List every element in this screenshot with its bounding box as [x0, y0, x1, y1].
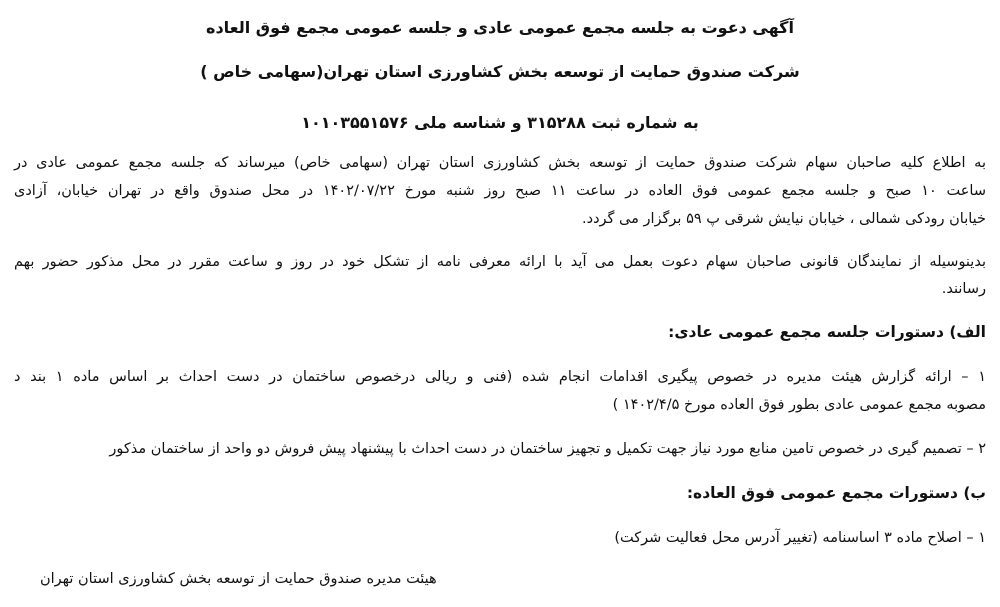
agenda-item: ۱ – ارائه گزارش هیئت مدیره در خصوص پیگیری اقدامات انجام شده (فنی و ریالی درخصوص ساختمان در دست احداث بر اساس ماده ۱ بند د: [14, 369, 986, 385]
paragraph-line: به اطلاع کلیه صاحبان سهام شرکت صندوق حمایت از توسعه بخش کشاورزی استان تهران (سهامی خاص) میرساند که جلسه مجمع عمومی عادی در: [14, 155, 986, 171]
section-heading-ordinary: الف) دستورات جلسه مجمع عمومی عادی:: [668, 323, 986, 341]
signature: هیئت مدیره صندوق حمایت از توسعه بخش کشاورزی استان تهران: [40, 571, 437, 587]
notice-title: آگهی دعوت به جلسه مجمع عمومی عادی و جلسه عمومی مجمع فوق العاده: [206, 18, 794, 37]
agenda-item: ۱ – اصلاح ماده ۳ اساسنامه (تغییر آدرس محل فعالیت شرکت): [614, 530, 986, 546]
paragraph-line: بدینوسیله از نمایندگان قانونی صاحبان سهام دعوت بعمل می آید با ارائه معرفی نامه از تشکل خود در روز و ساعت مقرر در محل مذکور حضور بهم: [14, 254, 986, 270]
paragraph-line: ساعت ۱۰ صبح و جلسه مجمع عمومی فوق العاده در ساعت ۱۱ صبح روز شنبه مورخ ۱۴۰۲/۰۷/۲۲ در محل صندوق واقع در تهران خیابان، آزادی: [14, 183, 986, 199]
section-heading-extraordinary: ب) دستورات مجمع عمومی فوق العاده:: [686, 484, 986, 502]
registration-info: به شماره ثبت ۳۱۵۲۸۸ و شناسه ملی ۱۰۱۰۳۵۵۱۵۷۶: [301, 113, 699, 132]
paragraph-line: رسانند.: [941, 281, 986, 297]
agenda-item: مصوبه مجمع عمومی عادی بطور فوق العاده مورخ ۱۴۰۲/۴/۵ ): [612, 397, 986, 413]
agenda-item: ۲ – تصمیم گیری در خصوص تامین منابع مورد نیاز جهت تکمیل و تجهیز ساختمان در دست احداث با پیشنهاد پیش فروش دو واحد از ساختمان مذکور: [109, 441, 986, 457]
company-name: شرکت صندوق حمایت از توسعه بخش کشاورزی استان تهران(سهامی خاص ): [200, 62, 800, 81]
paragraph-line: خیابان رودکی شمالی ، خیابان نیایش شرقی پ ۵۹ برگزار می گردد.: [582, 211, 986, 227]
